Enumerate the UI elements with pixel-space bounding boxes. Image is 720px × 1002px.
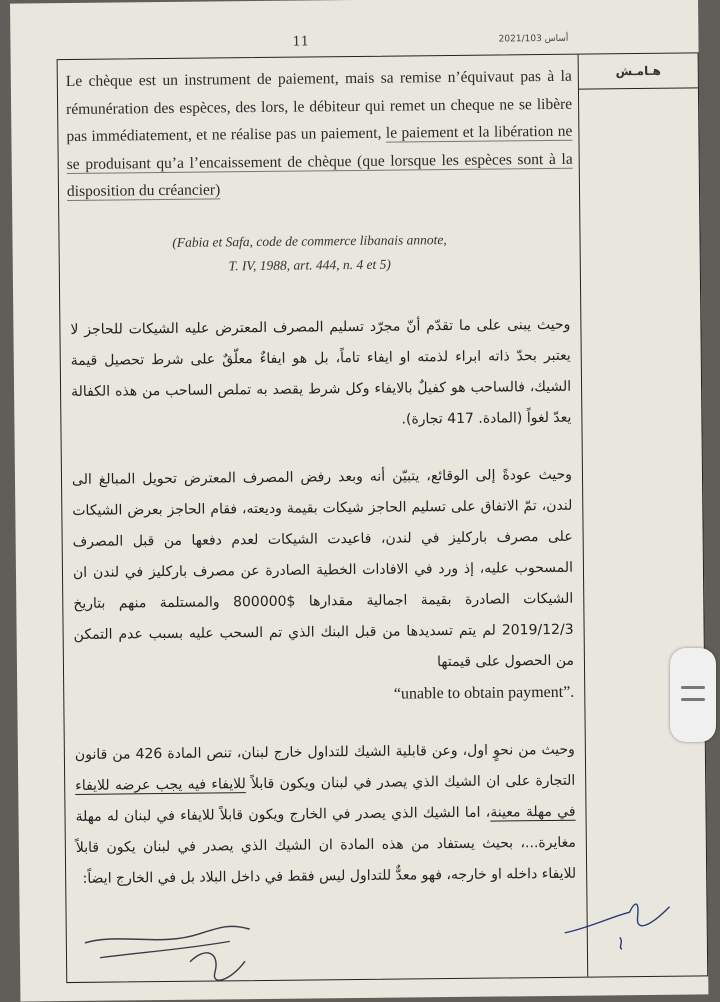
page-frame	[57, 52, 709, 983]
document-page	[10, 0, 708, 1002]
french-quote-part1: Le chèque est un instrument de paiement, mais sa remise n’équivaut pas à la rémunération des espèces, des lors, le débiteur qui remet un cheque ne se libère pas immédiatement, et ne réalise pas un paiement,	[65, 67, 573, 146]
page-number: 11	[292, 34, 310, 50]
citation-line-2: T. IV, 1988, art. 444, n. 4 et 5)	[228, 256, 391, 274]
paragraph-3-underlined: للايفاء فيه يجب عرضه للايفاء في مهلة معينة	[75, 776, 576, 821]
signature-right	[559, 887, 680, 958]
margin-header: هـامـش	[579, 53, 698, 89]
scroll-handle[interactable]	[670, 648, 716, 742]
handle-grip-line-2	[681, 698, 705, 701]
citation	[99, 227, 519, 279]
document-reference: 2021/103 أساس	[498, 33, 569, 45]
paragraph-2-quote: “unable to obtain payment”.	[393, 683, 575, 703]
paragraph-1: وحيث يبنى على ما تقدّم أنّ مجرّد تسليم المصرف المعترض عليه الشيكات للحاجز لا يعتبر بحدّ ذاته ابراء لذمته او ايفاء تاماً، بل هو ايفاءٌ معلّقٌ على شرط تحصيل قيمة الشيك، فالساحب هو كفيلٌ بالايفاء وكل شرط يقصد به تملص الساحب من هذه الكفالة يعدّ لغواً (المادة. 417 تجارة).	[70, 316, 572, 428]
margin-column	[579, 53, 708, 976]
main-column	[58, 55, 589, 982]
handle-grip-line-1	[681, 686, 705, 689]
french-quote	[66, 63, 573, 206]
paragraph-3-text-b: ، اما الشيك الذي يصدر في الخارج ويكون قابلاً للايفاء في لبنان له مهلة مغايرة...، بحيث يستفاد من هذه المادة ان الشيك الذي يصدر في لبنان يكون قابلاً للايفاء داخله او خارجه، فهو معدٌّ للتداول ليس فقط في داخل البلاد بل في الخارج ايضاً:	[75, 804, 577, 887]
paragraph-2-text: وحيث عودةً إلى الوقائع، يتبيّن أنه وبعد رفض المصرف المعترض تحويل المبالغ الى لندن، تمّ الاتفاق على تسليم الحاجز شيكات بقيمة وديعته، فقام الحاجز بعرض الشيكات على مصرف باركليز في لندن، فاعيدت الشيكات لعدم دفعها من قبل المصرف المسحوب عليه، إذ ورد في الافادات الخطية الصادرة عن مصرف باركليز في لندن ان الشيكات الصادرة بقيمة اجمالية مقدارها $800000 والمستلمة منهم بتاريخ 2019/12/3 لم يتم تسديدها من قبل البنك الذي تم السحب عليه بسبب عدم التمكن من الحصول على قيمتها	[71, 466, 575, 671]
french-quote-underlined: le paiement et la libération ne se produisant qu’a l’encaissement de chèque (que lorsque les espèces sont à la disposition du créancier)	[66, 122, 573, 201]
citation-line-1: (Fabia et Safa, code de commerce libanais annote,	[172, 232, 447, 250]
paragraph-3-text-a: وحيث من نحوٍ اول، وعن قابلية الشيك للتداول خارج لبنان، تنص المادة 426 من قانون التجارة على ان الشيك الذي يصدر في لبنان ويكون قابلاً	[74, 741, 576, 793]
paragraph-3	[75, 735, 577, 895]
signature-left	[79, 901, 270, 993]
paragraph-2	[72, 460, 575, 714]
